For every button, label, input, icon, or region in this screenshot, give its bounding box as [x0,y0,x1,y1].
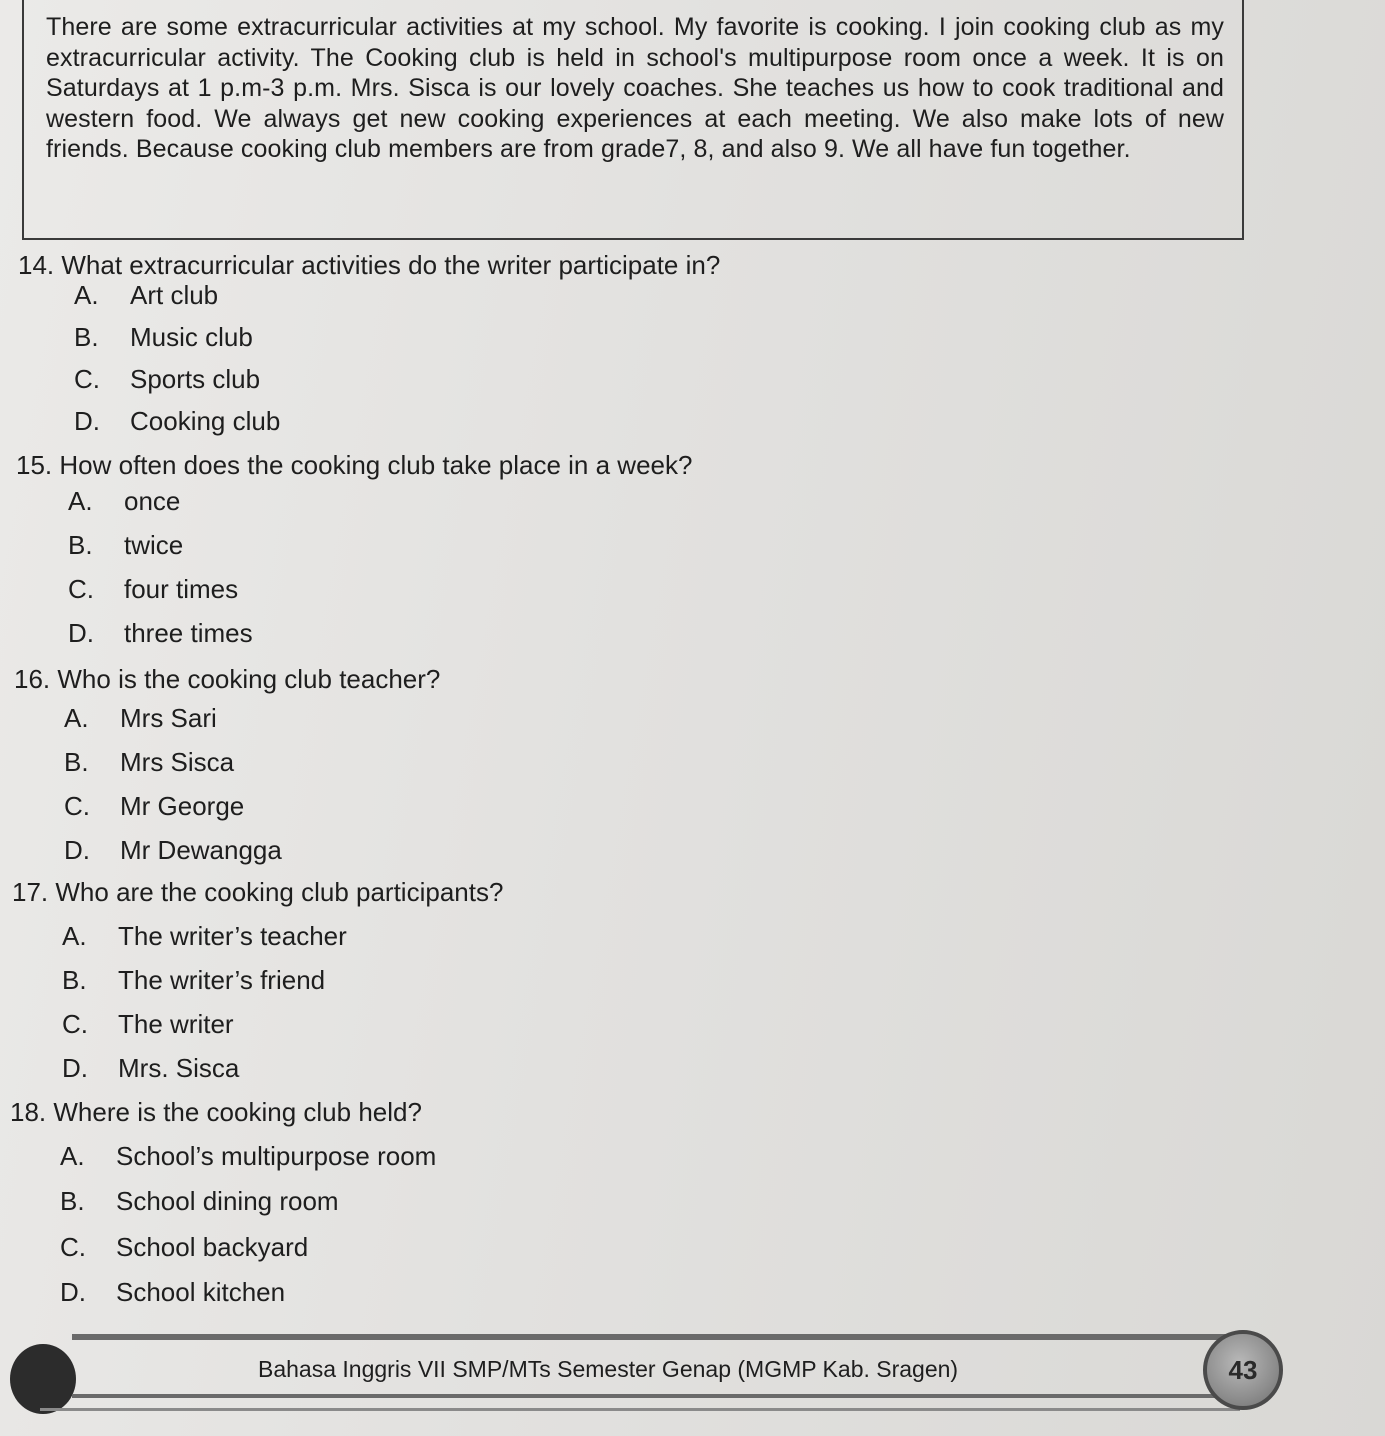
option-letter: B. [64,747,89,777]
option-14-a[interactable] [74,280,218,310]
option-18-a[interactable] [60,1141,436,1171]
footer-book-title: Bahasa Inggris VII SMP/MTs Semester Genap (MGMP Kab. Sragen) [258,1356,959,1382]
page-number-badge [1203,1330,1283,1410]
option-14-d[interactable] [74,406,280,436]
option-text: Mr Dewangga [120,835,282,865]
option-text: Mr George [120,791,245,821]
option-letter: C. [64,791,90,821]
question-number: 16. [14,664,51,694]
option-17-b[interactable] [62,965,325,995]
option-text: Sports club [130,364,261,394]
option-text: School dining room [116,1186,339,1216]
option-text: The writer [118,1009,234,1039]
option-16-c[interactable] [64,791,244,821]
option-letter: B. [62,965,87,995]
option-text: School backyard [116,1232,309,1262]
option-18-d[interactable] [60,1277,285,1307]
option-text: Music club [130,322,253,352]
reading-passage-box [22,0,1244,240]
option-letter: C. [68,574,94,604]
question-18 [10,1097,422,1127]
corner-decoration [10,1344,76,1414]
option-text: School kitchen [116,1277,286,1307]
option-15-a[interactable] [68,486,180,516]
option-14-b[interactable] [74,322,253,352]
option-17-c[interactable] [62,1009,234,1039]
option-letter: C. [60,1232,86,1262]
question-15 [16,450,692,480]
question-text: How often does the cooking club take place in a week? [59,450,693,480]
question-14 [18,250,720,280]
question-number: 15. [16,450,53,480]
option-letter: A. [60,1141,85,1171]
option-17-a[interactable] [62,921,347,951]
option-letter: A. [74,280,99,310]
question-number: 17. [12,877,49,907]
option-text: Mrs Sari [120,703,217,733]
option-letter: D. [62,1053,88,1083]
option-letter: C. [74,364,100,394]
option-17-d[interactable] [62,1053,239,1083]
footer-divider-bottom [40,1408,1240,1411]
option-letter: D. [74,406,100,436]
option-14-c[interactable] [74,364,260,394]
option-letter: B. [74,322,99,352]
question-number: 18. [10,1097,47,1127]
footer-divider-middle [72,1394,1232,1398]
question-number: 14. [18,250,55,280]
question-16 [14,664,440,694]
option-18-b[interactable] [60,1186,339,1216]
option-letter: D. [64,835,90,865]
reading-passage: There are some extracurricular activities at my school. My favorite is cooking. I join cooking club as my extracurricular activity. The Cooking club is held in school's multipurpose room once a week. It is on Saturdays at 1 p.m-3 p.m. Mrs. Sisca is our lovely coaches. She teaches us how to cook traditional and western food. We always get new cooking experiences at each meeting. We also make lots of new friends. Because cooking club members are from grade7, 8, and also 9. We all have fun together. [46,13,1224,163]
question-text: Who are the cooking club participants? [55,877,504,907]
option-letter: B. [60,1186,85,1216]
question-text: What extracurricular activities do the writer participate in? [61,250,721,280]
option-text: Cooking club [130,406,281,436]
option-text: Mrs. Sisca [118,1053,240,1083]
option-16-d[interactable] [64,835,282,865]
option-letter: A. [68,486,93,516]
option-text: Art club [130,280,219,310]
question-text: Where is the cooking club held? [53,1097,422,1127]
option-text: School’s multipurpose room [116,1141,437,1171]
option-18-c[interactable] [60,1232,308,1262]
option-text: twice [124,530,184,560]
option-text: once [124,486,181,516]
option-16-a[interactable] [64,703,217,733]
option-text: four times [124,574,239,604]
footer-divider-top [72,1334,1232,1340]
option-text: three times [124,618,253,648]
option-letter: D. [68,618,94,648]
option-16-b[interactable] [64,747,234,777]
option-15-d[interactable] [68,618,253,648]
option-15-b[interactable] [68,530,183,560]
question-17 [12,877,503,907]
option-letter: D. [60,1277,86,1307]
option-letter: A. [64,703,89,733]
option-letter: C. [62,1009,88,1039]
page-number: 43 [1228,1354,1258,1385]
option-text: The writer’s friend [118,965,326,995]
option-15-c[interactable] [68,574,238,604]
option-letter: B. [68,530,93,560]
option-letter: A. [62,921,87,951]
question-text: Who is the cooking club teacher? [57,664,441,694]
option-text: The writer’s teacher [118,921,347,951]
option-text: Mrs Sisca [120,747,235,777]
